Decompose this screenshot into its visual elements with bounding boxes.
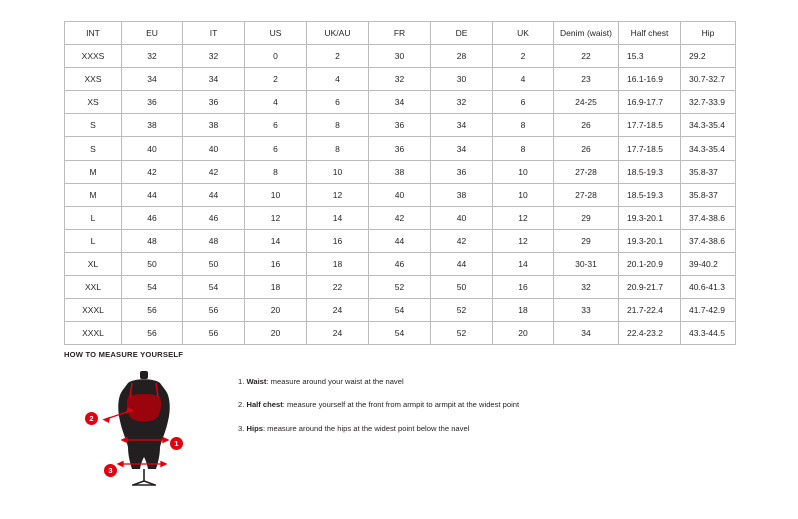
- cell-denim-waist: 32: [554, 276, 619, 299]
- table-row: [65, 252, 736, 275]
- cell-denim-waist: 27-28: [554, 183, 619, 206]
- column-header-de: DE: [431, 22, 493, 45]
- table-row: [65, 68, 736, 91]
- cell-fr: 46: [369, 252, 431, 275]
- cell-uk-au: 6: [307, 91, 369, 114]
- cell-hip: 30.7-32.7: [681, 68, 736, 91]
- cell-uk: 12: [493, 206, 554, 229]
- column-header-int: INT: [65, 22, 122, 45]
- cell-de: 28: [431, 45, 493, 68]
- cell-half-chest: 17.7-18.5: [619, 114, 681, 137]
- cell-uk: 10: [493, 183, 554, 206]
- table-row: [65, 114, 736, 137]
- cell-eu: 34: [122, 68, 183, 91]
- cell-us: 10: [245, 183, 307, 206]
- cell-uk-au: 24: [307, 322, 369, 345]
- cell-de: 40: [431, 206, 493, 229]
- cell-us: 12: [245, 206, 307, 229]
- cell-de: 34: [431, 137, 493, 160]
- cell-de: 34: [431, 114, 493, 137]
- cell-us: 6: [245, 114, 307, 137]
- cell-us: 0: [245, 45, 307, 68]
- cell-eu: 46: [122, 206, 183, 229]
- cell-fr: 36: [369, 137, 431, 160]
- cell-it: 50: [183, 252, 245, 275]
- cell-uk: 10: [493, 160, 554, 183]
- cell-eu: 32: [122, 45, 183, 68]
- cell-de: 44: [431, 252, 493, 275]
- cell-denim-waist: 26: [554, 114, 619, 137]
- cell-half-chest: 15.3: [619, 45, 681, 68]
- mannequin-figure: [84, 369, 204, 489]
- column-header-eu: EU: [122, 22, 183, 45]
- cell-int: XXL: [65, 276, 122, 299]
- cell-it: 54: [183, 276, 245, 299]
- cell-int: XXXS: [65, 45, 122, 68]
- cell-eu: 36: [122, 91, 183, 114]
- table-row: [65, 206, 736, 229]
- cell-it: 32: [183, 45, 245, 68]
- cell-de: 36: [431, 160, 493, 183]
- cell-it: 46: [183, 206, 245, 229]
- size-table-container: [64, 21, 735, 345]
- cell-de: 50: [431, 276, 493, 299]
- how-to-measure-body: [64, 369, 744, 489]
- cell-fr: 36: [369, 114, 431, 137]
- mannequin-illustration: [84, 369, 204, 489]
- note-waist-text: : measure around your waist at the navel: [266, 377, 404, 386]
- cell-int: XXXL: [65, 299, 122, 322]
- cell-int: S: [65, 114, 122, 137]
- cell-eu: 42: [122, 160, 183, 183]
- cell-half-chest: 16.1-16.9: [619, 68, 681, 91]
- cell-int: XS: [65, 91, 122, 114]
- note-half-chest-term: Half chest: [246, 400, 283, 410]
- cell-uk-au: 24: [307, 299, 369, 322]
- cell-hip: 35.8-37: [681, 160, 736, 183]
- column-header-uk: UK: [493, 22, 554, 45]
- cell-eu: 38: [122, 114, 183, 137]
- cell-eu: 40: [122, 137, 183, 160]
- cell-denim-waist: 24-25: [554, 91, 619, 114]
- note-waist-number: 1.: [238, 377, 245, 386]
- cell-fr: 54: [369, 299, 431, 322]
- cell-half-chest: 20.1-20.9: [619, 252, 681, 275]
- cell-uk-au: 10: [307, 160, 369, 183]
- cell-de: 52: [431, 299, 493, 322]
- cell-uk: 8: [493, 114, 554, 137]
- cell-denim-waist: 29: [554, 229, 619, 252]
- cell-de: 32: [431, 91, 493, 114]
- cell-eu: 50: [122, 252, 183, 275]
- measurement-notes: [238, 369, 519, 447]
- cell-denim-waist: 27-28: [554, 160, 619, 183]
- cell-half-chest: 19.3-20.1: [619, 229, 681, 252]
- cell-half-chest: 20.9-21.7: [619, 276, 681, 299]
- cell-uk: 14: [493, 252, 554, 275]
- cell-hip: 29.2: [681, 45, 736, 68]
- cell-int: M: [65, 183, 122, 206]
- cell-int: S: [65, 137, 122, 160]
- note-half-chest-text: : measure yourself at the front from armpit to armpit at the widest point: [282, 400, 520, 410]
- column-header-half-chest: Half chest: [619, 22, 681, 45]
- cell-hip: 35.8-37: [681, 183, 736, 206]
- cell-it: 56: [183, 322, 245, 345]
- cell-fr: 44: [369, 229, 431, 252]
- cell-it: 38: [183, 114, 245, 137]
- cell-it: 48: [183, 229, 245, 252]
- cell-int: M: [65, 160, 122, 183]
- column-header-us: US: [245, 22, 307, 45]
- table-row: [65, 45, 736, 68]
- cell-us: 20: [245, 322, 307, 345]
- cell-hip: 37.4-38.6: [681, 229, 736, 252]
- cell-half-chest: 17.7-18.5: [619, 137, 681, 160]
- cell-it: 56: [183, 299, 245, 322]
- cell-uk-au: 18: [307, 252, 369, 275]
- badge-half-chest-2: 2: [85, 412, 98, 425]
- table-row: [65, 299, 736, 322]
- cell-half-chest: 19.3-20.1: [619, 206, 681, 229]
- cell-hip: 34.3-35.4: [681, 137, 736, 160]
- cell-fr: 42: [369, 206, 431, 229]
- cell-it: 44: [183, 183, 245, 206]
- cell-uk: 12: [493, 229, 554, 252]
- note-half-chest-number: 2.: [238, 400, 245, 410]
- cell-half-chest: 18.5-19.3: [619, 160, 681, 183]
- column-header-fr: FR: [369, 22, 431, 45]
- table-row: [65, 91, 736, 114]
- cell-uk: 8: [493, 137, 554, 160]
- cell-hip: 40.6-41.3: [681, 276, 736, 299]
- table-row: [65, 160, 736, 183]
- cell-us: 18: [245, 276, 307, 299]
- cell-hip: 41.7-42.9: [681, 299, 736, 322]
- cell-denim-waist: 30-31: [554, 252, 619, 275]
- cell-hip: 39-40.2: [681, 252, 736, 275]
- cell-hip: 34.3-35.4: [681, 114, 736, 137]
- size-table-body: [65, 45, 736, 345]
- cell-us: 2: [245, 68, 307, 91]
- cell-int: XXXL: [65, 322, 122, 345]
- cell-us: 8: [245, 160, 307, 183]
- size-table: [64, 21, 736, 345]
- column-header-denim-waist: Denim (waist): [554, 22, 619, 45]
- how-to-measure-title: HOW TO MEASURE YOURSELF: [64, 350, 184, 359]
- cell-half-chest: 22.4-23.2: [619, 322, 681, 345]
- note-waist: [238, 377, 519, 387]
- cell-eu: 48: [122, 229, 183, 252]
- cell-de: 30: [431, 68, 493, 91]
- note-half-chest: [238, 400, 519, 410]
- note-hips-term: Hips: [246, 423, 263, 433]
- cell-eu: 44: [122, 183, 183, 206]
- table-row: [65, 322, 736, 345]
- cell-half-chest: 21.7-22.4: [619, 299, 681, 322]
- cell-int: XL: [65, 252, 122, 275]
- cell-uk: 18: [493, 299, 554, 322]
- cell-de: 52: [431, 322, 493, 345]
- cell-fr: 40: [369, 183, 431, 206]
- table-header-row: [65, 22, 736, 45]
- cell-us: 6: [245, 137, 307, 160]
- note-waist-term: Waist: [246, 377, 267, 386]
- cell-us: 4: [245, 91, 307, 114]
- cell-denim-waist: 34: [554, 322, 619, 345]
- cell-de: 38: [431, 183, 493, 206]
- cell-us: 20: [245, 299, 307, 322]
- cell-uk: 6: [493, 91, 554, 114]
- note-hips: [238, 424, 519, 434]
- cell-it: 36: [183, 91, 245, 114]
- column-header-uk-au: UK/AU: [307, 22, 369, 45]
- cell-fr: 34: [369, 91, 431, 114]
- note-hips-text: : measure around the hips at the widest point below the navel: [262, 423, 470, 433]
- cell-half-chest: 18.5-19.3: [619, 183, 681, 206]
- note-hips-number: 3.: [238, 423, 245, 433]
- cell-uk-au: 4: [307, 68, 369, 91]
- cell-half-chest: 16.9-17.7: [619, 91, 681, 114]
- cell-int: L: [65, 206, 122, 229]
- cell-int: L: [65, 229, 122, 252]
- cell-it: 42: [183, 160, 245, 183]
- cell-denim-waist: 23: [554, 68, 619, 91]
- table-row: [65, 229, 736, 252]
- cell-int: XXS: [65, 68, 122, 91]
- cell-hip: 37.4-38.6: [681, 206, 736, 229]
- cell-denim-waist: 33: [554, 299, 619, 322]
- cell-fr: 38: [369, 160, 431, 183]
- table-row: [65, 183, 736, 206]
- cell-de: 42: [431, 229, 493, 252]
- cell-uk-au: 22: [307, 276, 369, 299]
- cell-fr: 52: [369, 276, 431, 299]
- cell-denim-waist: 29: [554, 206, 619, 229]
- cell-uk: 16: [493, 276, 554, 299]
- size-table-header: [65, 22, 736, 45]
- column-header-it: IT: [183, 22, 245, 45]
- cell-uk-au: 14: [307, 206, 369, 229]
- column-header-hip: Hip: [681, 22, 736, 45]
- cell-denim-waist: 22: [554, 45, 619, 68]
- cell-hip: 32.7-33.9: [681, 91, 736, 114]
- cell-uk: 20: [493, 322, 554, 345]
- cell-hip: 43.3-44.5: [681, 322, 736, 345]
- cell-eu: 56: [122, 299, 183, 322]
- cell-uk-au: 8: [307, 114, 369, 137]
- cell-it: 34: [183, 68, 245, 91]
- how-to-measure-section: [64, 350, 744, 489]
- cell-uk-au: 8: [307, 137, 369, 160]
- table-row: [65, 137, 736, 160]
- badge-waist-1: 1: [170, 437, 183, 450]
- badge-hips-3: 3: [104, 464, 117, 477]
- cell-uk: 4: [493, 68, 554, 91]
- table-row: [65, 276, 736, 299]
- cell-uk: 2: [493, 45, 554, 68]
- cell-uk-au: 16: [307, 229, 369, 252]
- cell-fr: 32: [369, 68, 431, 91]
- cell-us: 16: [245, 252, 307, 275]
- cell-uk-au: 12: [307, 183, 369, 206]
- cell-denim-waist: 26: [554, 137, 619, 160]
- cell-it: 40: [183, 137, 245, 160]
- cell-uk-au: 2: [307, 45, 369, 68]
- cell-fr: 30: [369, 45, 431, 68]
- cell-us: 14: [245, 229, 307, 252]
- cell-eu: 56: [122, 322, 183, 345]
- cell-fr: 54: [369, 322, 431, 345]
- cell-eu: 54: [122, 276, 183, 299]
